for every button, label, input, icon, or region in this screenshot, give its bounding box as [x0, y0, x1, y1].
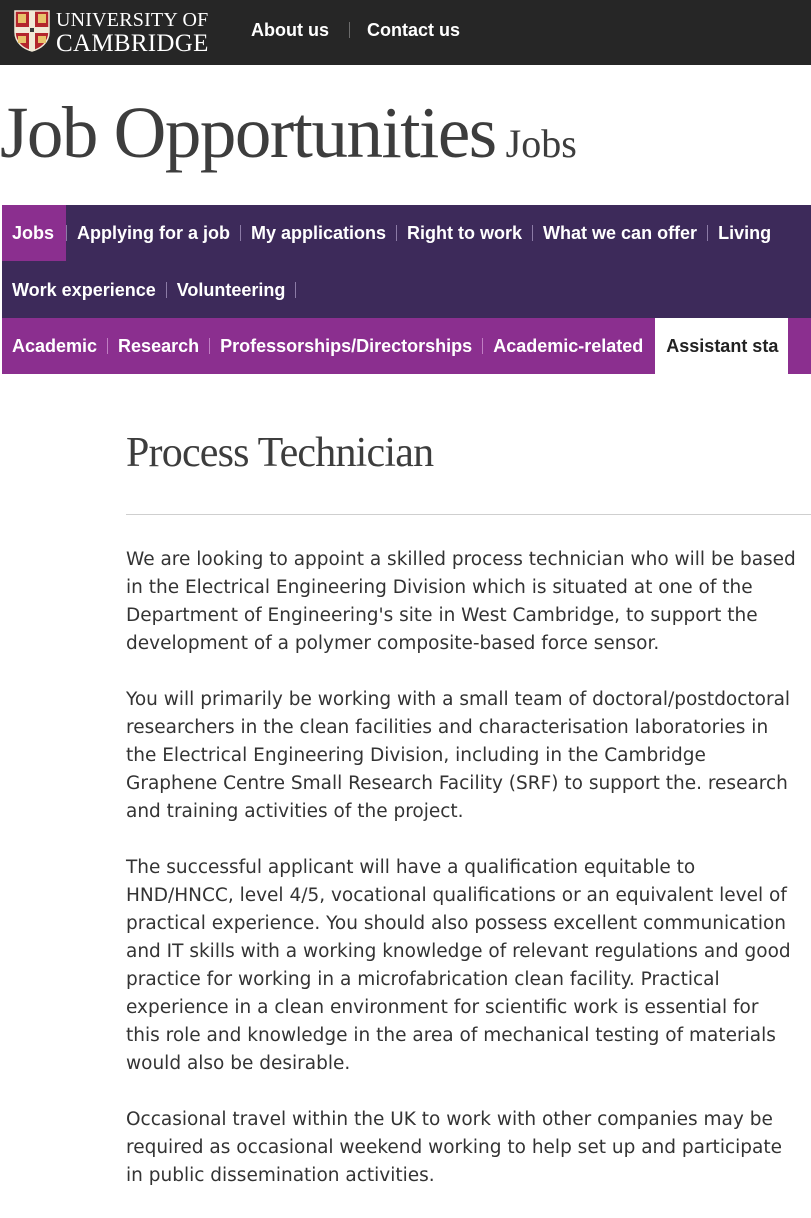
nav-divider — [295, 282, 296, 298]
nav-item-work-experience[interactable]: Work experience — [12, 280, 156, 300]
contact-us-link[interactable]: Contact us — [367, 19, 461, 40]
logo-line-2: CAMBRIDGE — [56, 30, 209, 57]
logo-wordmark — [56, 10, 209, 56]
university-crest-icon — [14, 10, 50, 52]
nav-item-volunteering[interactable]: Volunteering — [176, 280, 286, 300]
subnav-item-assistant-staff[interactable]: Assistant sta — [655, 318, 788, 374]
job-description-paragraph: Occasional travel within the UK to work with other companies may be required as occasional weekend working to help set up and participate in public dissemination activities. — [126, 1109, 782, 1186]
nav-item-right-to-work[interactable]: Right to work — [407, 223, 523, 243]
header-links — [251, 19, 460, 41]
nav-item-living[interactable]: Living — [718, 223, 772, 243]
primary-nav-row-2 — [2, 262, 296, 318]
site-title-main: Job Opportunities — [0, 92, 496, 173]
header-link-divider — [349, 22, 350, 38]
subnav-item-academic-related[interactable]: Academic-related — [493, 336, 644, 356]
page-title: Process Technician — [126, 430, 434, 476]
secondary-navigation — [2, 318, 811, 374]
job-description — [126, 546, 796, 1218]
nav-item-applying-for-a-job[interactable]: Applying for a job — [77, 223, 231, 243]
logo-line-1: UNIVERSITY OF — [56, 9, 209, 31]
job-description-paragraph: You will primarily be working with a small team of doctoral/postdoctoral researchers in the clean facilities and characterisation laboratories in the Electrical Engineering Division, including in the Cambridge Graphene Centre Small Research Facility (SRF) to support the. research and training activities of the project. — [126, 689, 791, 822]
university-logo[interactable] — [14, 9, 219, 57]
main-content — [126, 430, 811, 1186]
job-description-paragraph: The successful applicant will have a qualification equitable to HND/HNCC, level 4/5, vocational qualifications or an equivalent level of practical experience. You should also possess excellent communication and IT skills with a working knowledge of relevant regulations and good practice for working in a microfabrication clean facility. Practical experience in a clean environment for scientific work is essential for this role and knowledge in the area of mechanical testing of materials would also be desirable. — [126, 857, 791, 1074]
site-title — [0, 92, 577, 173]
job-description-paragraph: We are looking to appoint a skilled process technician who will be based in the Electrical Engineering Division which is situated at one of the Department of Engineering's site in West Cambridge, to support the development of a polymer composite-based force sensor. — [126, 549, 796, 654]
subnav-item-professorships-directorships[interactable]: Professorships/Directorships — [220, 336, 473, 356]
site-title-sub: Jobs — [505, 121, 577, 166]
subnav-item-research[interactable]: Research — [118, 336, 200, 356]
primary-nav-row-1 — [2, 205, 781, 261]
primary-navigation — [2, 205, 811, 318]
about-us-link[interactable]: About us — [251, 19, 329, 40]
nav-item-what-we-can-offer[interactable]: What we can offer — [543, 223, 698, 243]
site-header — [0, 0, 811, 65]
title-divider — [126, 514, 811, 515]
subnav-item-academic[interactable]: Academic — [12, 336, 98, 356]
nav-item-jobs[interactable]: Jobs — [2, 205, 66, 261]
secondary-nav-row — [2, 318, 788, 374]
nav-item-my-applications[interactable]: My applications — [251, 223, 387, 243]
